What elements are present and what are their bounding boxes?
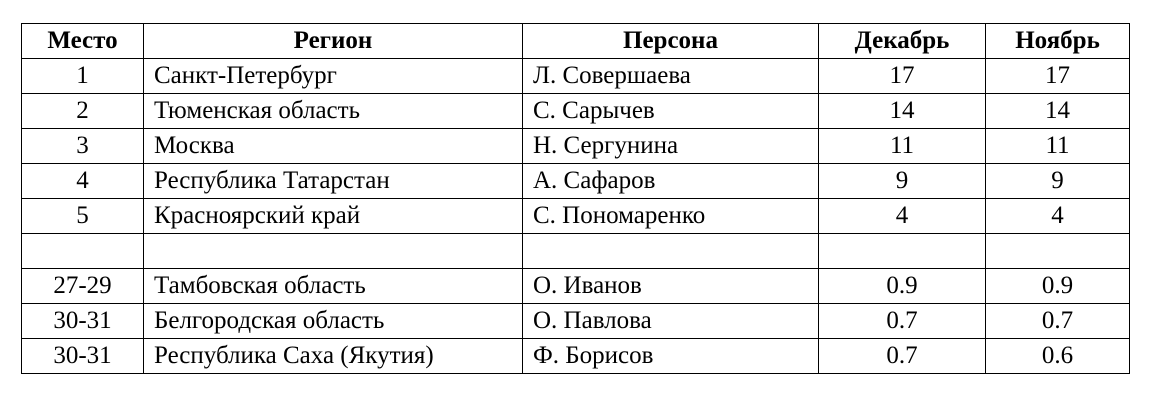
header-november: Ноябрь — [986, 24, 1130, 59]
cell-december: 11 — [819, 129, 986, 164]
cell-place: 5 — [22, 199, 144, 234]
cell-november: 0.9 — [986, 269, 1130, 304]
header-person: Персона — [523, 24, 819, 59]
table-row — [22, 164, 1130, 199]
table-row — [22, 199, 1130, 234]
cell-person: О. Иванов — [523, 269, 819, 304]
table-row — [22, 304, 1130, 339]
cell-person: С. Пономаренко — [523, 199, 819, 234]
cell-region: Республика Татарстан — [144, 164, 523, 199]
cell-november: 9 — [986, 164, 1130, 199]
cell-november: 14 — [986, 94, 1130, 129]
cell-region — [144, 234, 523, 269]
cell-person: Л. Совершаева — [523, 59, 819, 94]
cell-november — [986, 234, 1130, 269]
cell-place: 30-31 — [22, 339, 144, 374]
cell-november: 11 — [986, 129, 1130, 164]
table-row — [22, 269, 1130, 304]
cell-place: 27-29 — [22, 269, 144, 304]
cell-person — [523, 234, 819, 269]
cell-november: 17 — [986, 59, 1130, 94]
table-row-empty — [22, 234, 1130, 269]
table-row — [22, 94, 1130, 129]
cell-region: Красноярский край — [144, 199, 523, 234]
cell-place: 1 — [22, 59, 144, 94]
ranking-table — [21, 23, 1130, 374]
cell-december: 0.7 — [819, 339, 986, 374]
cell-place: 3 — [22, 129, 144, 164]
cell-person: Ф. Борисов — [523, 339, 819, 374]
cell-place: 30-31 — [22, 304, 144, 339]
cell-december: 0.7 — [819, 304, 986, 339]
cell-region: Санкт-Петербург — [144, 59, 523, 94]
table-row — [22, 339, 1130, 374]
cell-november: 0.6 — [986, 339, 1130, 374]
cell-december: 14 — [819, 94, 986, 129]
cell-place: 2 — [22, 94, 144, 129]
cell-region: Республика Саха (Якутия) — [144, 339, 523, 374]
cell-region: Белгородская область — [144, 304, 523, 339]
table-row — [22, 59, 1130, 94]
cell-december — [819, 234, 986, 269]
cell-region: Москва — [144, 129, 523, 164]
cell-region: Тамбовская область — [144, 269, 523, 304]
cell-december: 4 — [819, 199, 986, 234]
table-body — [22, 59, 1130, 374]
header-december: Декабрь — [819, 24, 986, 59]
cell-person: С. Сарычев — [523, 94, 819, 129]
cell-november: 4 — [986, 199, 1130, 234]
cell-december: 9 — [819, 164, 986, 199]
header-place: Место — [22, 24, 144, 59]
cell-december: 0.9 — [819, 269, 986, 304]
cell-november: 0.7 — [986, 304, 1130, 339]
header-region: Регион — [144, 24, 523, 59]
table-row — [22, 129, 1130, 164]
cell-person: Н. Сергунина — [523, 129, 819, 164]
header-row — [22, 24, 1130, 59]
cell-december: 17 — [819, 59, 986, 94]
cell-region: Тюменская область — [144, 94, 523, 129]
cell-person: О. Павлова — [523, 304, 819, 339]
table-header — [22, 24, 1130, 59]
cell-place: 4 — [22, 164, 144, 199]
cell-person: А. Сафаров — [523, 164, 819, 199]
cell-place — [22, 234, 144, 269]
